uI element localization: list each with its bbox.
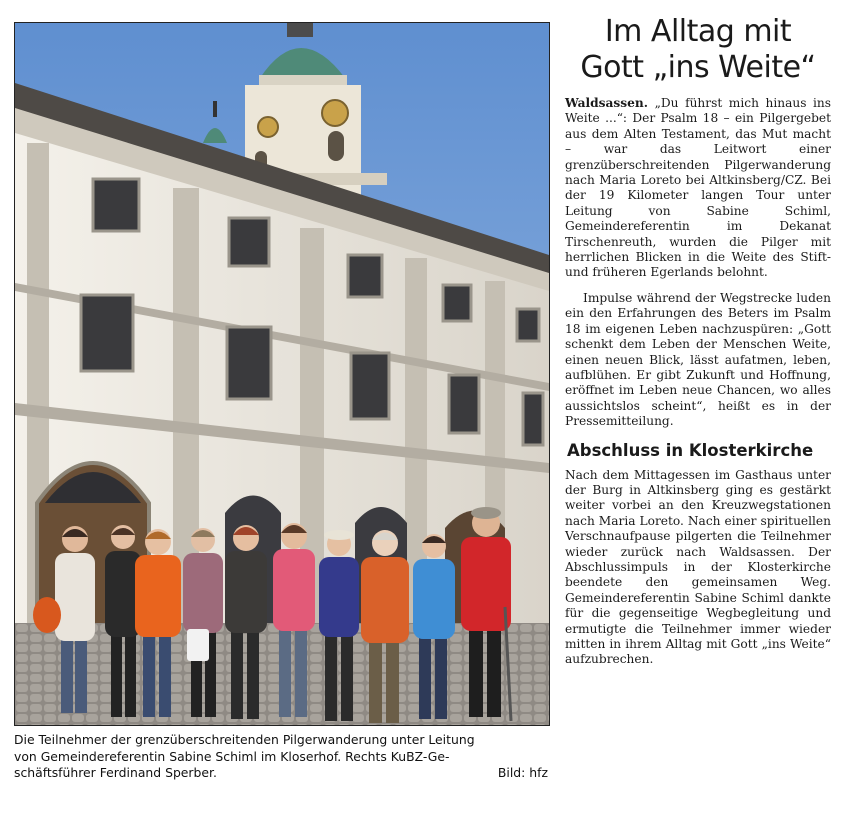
photo-caption	[14, 732, 548, 782]
article-column	[565, 14, 831, 678]
paragraph-2: Impulse während der Wegstrecke luden ein den Erfahrungen des Beters im Psalm 18 im eigenen Leben nachzuspüren: „Gott schenkt dem Leben der Menschen Weite, einen neuen Blick, lässt aufatmen, leben, aufblühen. Er gibt Zukunft und Hoffnung, eröffnet im Leben neue Chancen, wo alles aussichtslos scheint“, heißt es in der Pressemitteilung.	[565, 290, 831, 429]
paragraph-1-text: „Du führst mich hinaus ins Weite ...“: Der Psalm 18 – ein Pilgergebet aus dem Alten Testament, das Mut macht – war das Leitwort einer grenzüberschreitenden Pilgerwanderung nach Maria Loreto bei Altkinsberg/CZ. Bei der 19 Kilometer langen Tour unter Leitung von Sabine Schiml, Gemeindereferentin im Dekanat Tirschenreuth, wurden die Pilger mit herrlichen Blicken in die Weite des Stift- und früheren Egerlands belohnt.	[565, 96, 832, 280]
group-photo	[14, 22, 550, 726]
article-subheading: Abschluss in Klosterkirche	[567, 440, 814, 460]
paragraph-3: Nach dem Mittagessen im Gasthaus unter der Burg in Altkinsberg ging es gestärkt weiter vorbei an den Kreuzwegstationen nach Maria Loreto. Nach einer spirituellen Verschnaufpause pilgerten die Teilnehmer wieder zurück nach Waldsassen. Der Abschlussimpuls in der Klosterkirche beendete den gemeinsamen Weg. Gemeindereferentin Sabine Schiml dankte für die gegenseitige Wegbegleitung und ermutigte die Teilnehmer immer wieder mitten in ihrem Alltag mit Gott „ins Weite“ aufzubrechen.	[565, 467, 831, 667]
headline-line-2: Gott „ins Weite“	[580, 50, 816, 85]
article-body	[565, 96, 831, 668]
paragraph-1	[565, 96, 831, 281]
caption-line: von Gemeindereferentin Sabine Schiml im Kloserhof. Rechts KuBZ-Ge-	[14, 748, 450, 764]
monastery-illustration	[15, 23, 549, 725]
caption-line: schäftsführer Ferdinand Sperber.	[14, 765, 217, 780]
caption-line: Die Teilnehmer der grenzüberschreitenden Pilgerwanderung unter Leitung	[14, 732, 475, 747]
headline-line-1: Im Alltag mit	[604, 14, 792, 49]
article-headline	[565, 14, 831, 86]
photo-credit: Bild: hfz	[497, 765, 548, 780]
dateline: Waldsassen.	[565, 96, 649, 110]
